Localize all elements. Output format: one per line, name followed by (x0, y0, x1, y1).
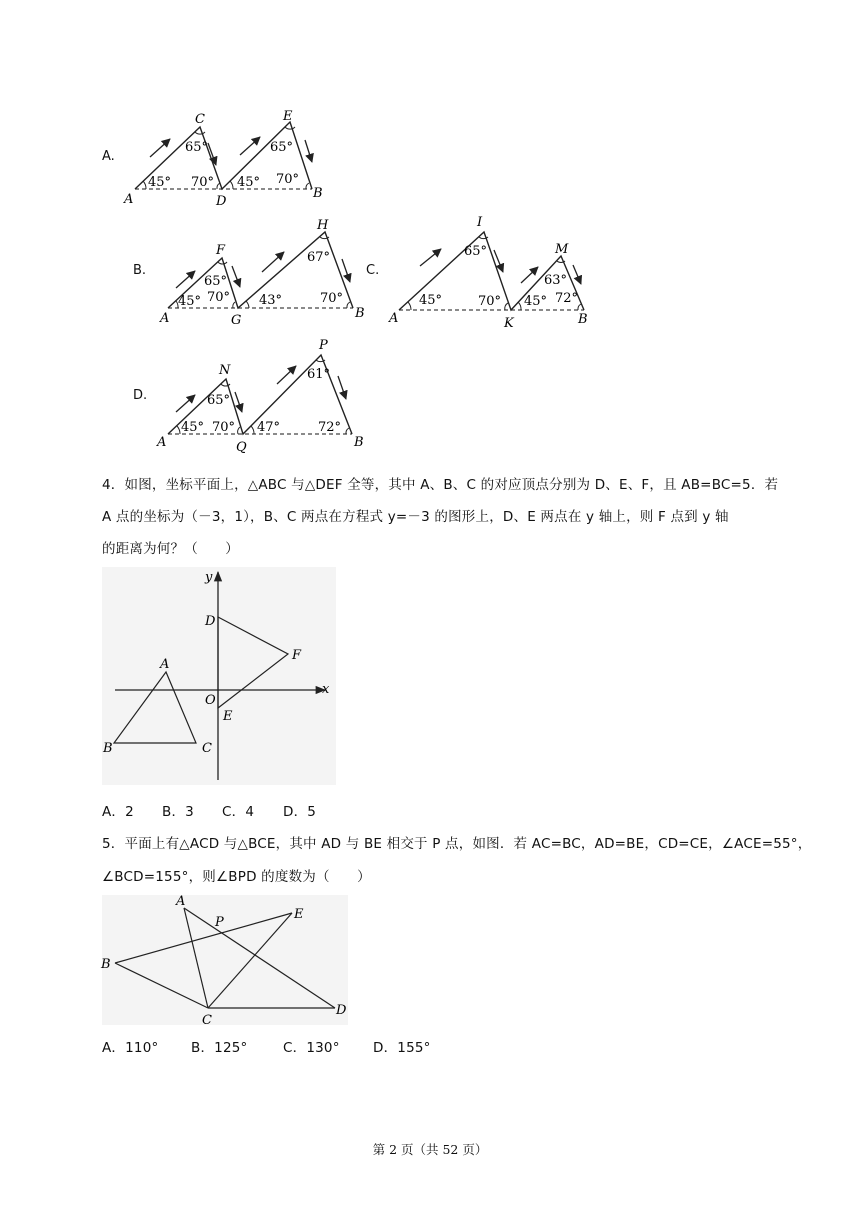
pt-label: A (157, 435, 167, 450)
pt-label-e: E (223, 709, 233, 724)
option-a-label: A. (102, 149, 115, 164)
angle-label: 72° (318, 420, 342, 435)
pt-label: K (504, 316, 514, 331)
angle-label: 45° (237, 175, 261, 190)
pt-label: G (231, 313, 242, 328)
pt-label: H (317, 218, 329, 233)
pt-label-e: E (294, 907, 304, 922)
angle-label: 63° (544, 273, 568, 288)
option-c-label: C. (366, 263, 380, 278)
pt-label-c: C (202, 1013, 212, 1028)
pt-label: C (195, 112, 205, 127)
pt-label: I (477, 215, 483, 230)
option-d-label: D. (133, 388, 148, 403)
pt-label-f: F (292, 648, 302, 663)
pt-label: D (216, 194, 227, 209)
angle-label: 70° (276, 172, 300, 187)
q4-option-d[interactable]: D．5 (283, 804, 317, 820)
pt-label: P (319, 338, 328, 353)
angle-label: 45° (419, 293, 443, 308)
angle-label: 70° (207, 290, 231, 305)
pt-label-b: B (103, 741, 113, 756)
q5-option-a[interactable]: A．110° (102, 1040, 159, 1056)
pt-label-d: D (336, 1003, 347, 1018)
angle-label: 45° (178, 294, 202, 309)
pt-label: E (283, 109, 293, 124)
angle-label: 47° (257, 420, 281, 435)
pt-label-a: A (160, 657, 170, 672)
pt-label: F (216, 243, 226, 258)
angle-label: 70° (320, 291, 344, 306)
pt-label: A (160, 311, 170, 326)
pt-label: B (313, 186, 323, 201)
pt-label: A (124, 192, 134, 207)
axis-label-x: x (322, 682, 330, 697)
angle-label: 65° (204, 274, 228, 289)
angle-label: 70° (478, 294, 502, 309)
segment-ac (184, 908, 208, 1008)
angle-label: 67° (307, 250, 331, 265)
pt-label: M (555, 242, 569, 257)
q4-text-line-3: 的距离为何？（ ） (102, 541, 239, 557)
angle-label: 45° (181, 420, 205, 435)
q4-text-line-2: A 点的坐标为（－3，1），B、C 两点在方程式 y=－3 的图形上，D、E 两点在 y 轴上，则 F 点到 y 轴 (102, 509, 729, 525)
q5-text-line-2: ∠BCD=155°，则∠BPD 的度数为（ ） (102, 869, 371, 885)
q5-option-b[interactable]: B．125° (191, 1040, 248, 1056)
pt-label: N (219, 363, 231, 378)
q4-text-line-1: 4．如图，坐标平面上，△ABC 与△DEF 全等，其中 A、B、C 的对应顶点分别为 D、E、F，且 AB=BC=5．若 (102, 477, 779, 493)
q4-option-c[interactable]: C．4 (222, 804, 255, 820)
pt-label: B (355, 306, 365, 321)
pt-label: A (389, 311, 399, 326)
angle-label: 43° (259, 293, 283, 308)
pt-label-a: A (176, 894, 186, 909)
pt-label: Q (236, 440, 247, 455)
segment-bc (115, 963, 208, 1008)
axis-label-y: y (205, 570, 213, 585)
angle-label: 65° (464, 244, 488, 259)
origin-label: O (205, 693, 216, 708)
pt-label: B (354, 435, 364, 450)
pt-label-b: B (101, 957, 111, 972)
q5-text-line-1: 5．平面上有△ACD 与△BCE，其中 AD 与 BE 相交于 P 点，如图．若 AC=BC，AD=BE，CD=CE，∠ACE=55°， (102, 836, 812, 852)
angle-label: 70° (212, 420, 236, 435)
pt-label-p: P (215, 915, 224, 930)
q4-option-b[interactable]: B．3 (162, 804, 194, 820)
angle-label: 45° (524, 294, 548, 309)
page-footer: 第 2 页（共 52 页） (372, 1142, 488, 1157)
angle-label: 61° (307, 367, 331, 382)
angle-label: 45° (148, 175, 172, 190)
angle-label: 65° (185, 140, 209, 155)
option-b-label: B. (133, 263, 147, 278)
q5-option-c[interactable]: C．130° (283, 1040, 340, 1056)
pt-label-c: C (202, 741, 212, 756)
angle-label: 65° (270, 140, 294, 155)
segment-ad (184, 908, 335, 1008)
angle-label: 70° (191, 175, 215, 190)
pt-label: B (578, 312, 588, 327)
q5-option-d[interactable]: D．155° (373, 1040, 431, 1056)
q4-option-a[interactable]: A．2 (102, 804, 134, 820)
angle-label: 65° (207, 393, 231, 408)
angle-label: 72° (555, 291, 579, 306)
pt-label-d: D (205, 614, 216, 629)
